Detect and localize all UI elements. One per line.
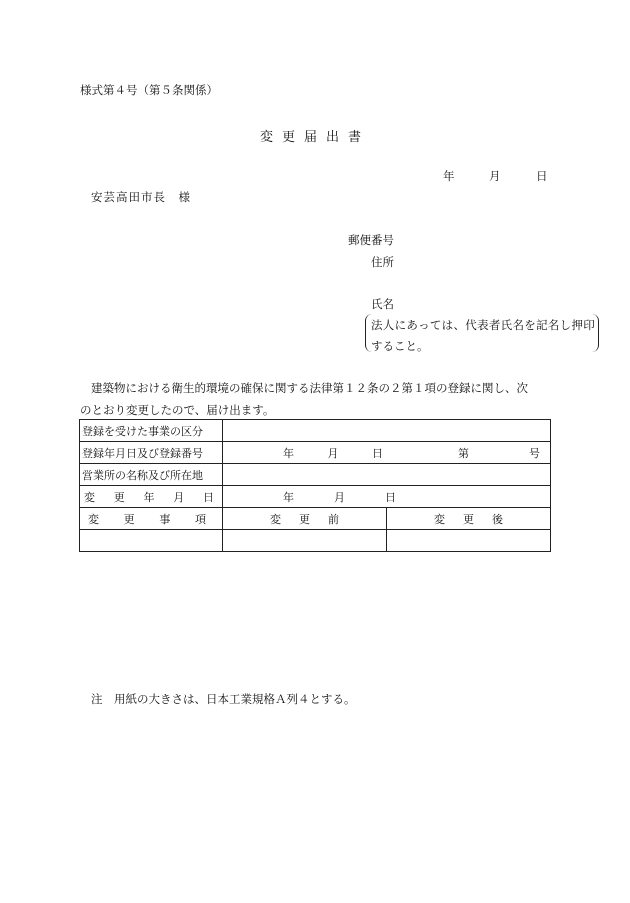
document-title: 変更届出書 [259, 130, 370, 145]
postal-code-label: 郵便番号 [348, 233, 394, 247]
table-row-office [80, 464, 551, 486]
business-type-label: 登録を受けた事業の区分 [80, 420, 223, 442]
recipient: 安芸高田市長 様 [91, 190, 191, 204]
reg-month-label: 月 [327, 446, 339, 460]
header-before: 変 更 前 [223, 508, 387, 530]
header-after: 変 更 後 [387, 508, 551, 530]
name-label: 氏名 [371, 297, 394, 311]
reg-day-label: 日 [372, 446, 383, 460]
date-year-label: 年 [443, 169, 455, 183]
business-type-field[interactable] [223, 420, 551, 442]
registration-label: 登録年月日及び登録番号 [80, 442, 223, 464]
before-field[interactable] [223, 530, 387, 552]
change-year-label: 年 [283, 490, 294, 504]
table-row-business-type [80, 420, 551, 442]
office-field[interactable] [223, 464, 551, 486]
body-text-line2: のとおり変更したので、届け出ます。 [80, 403, 275, 417]
after-field[interactable] [387, 530, 551, 552]
header-change-item: 変 更 事 項 [80, 508, 223, 530]
name-note-line2: すること。 [371, 339, 429, 353]
reg-no-suffix: 号 [529, 446, 540, 460]
reg-year-label: 年 [283, 446, 294, 460]
address-label: 住所 [371, 255, 394, 269]
table-row-headers [80, 508, 551, 530]
table-row-change-date [80, 486, 551, 508]
reg-no-prefix: 第 [458, 446, 469, 460]
change-item-field[interactable] [80, 530, 223, 552]
change-month-label: 月 [334, 490, 345, 504]
date-month-label: 月 [489, 169, 501, 183]
table-row-change-content [80, 530, 551, 552]
date-day-label: 日 [536, 169, 548, 183]
change-date-label: 変 更 年 月 日 [80, 486, 223, 508]
form-number: 様式第４号（第５条関係） [80, 83, 218, 97]
body-text-line1: 建築物における衛生的環境の確保に関する法律第１２条の２第１項の登録に関し、次 [91, 381, 528, 395]
footnote: 注 用紙の大きさは、日本工業規格Ａ列４とする。 [91, 692, 356, 706]
registration-field[interactable] [223, 442, 551, 464]
change-day-label: 日 [385, 490, 396, 504]
change-date-field[interactable] [223, 486, 551, 508]
table-row-registration [80, 442, 551, 464]
name-note-line1: 法人にあっては、代表者氏名を記名し押印 [371, 318, 596, 332]
change-form-table [79, 419, 551, 552]
office-label: 営業所の名称及び所在地 [80, 464, 223, 486]
